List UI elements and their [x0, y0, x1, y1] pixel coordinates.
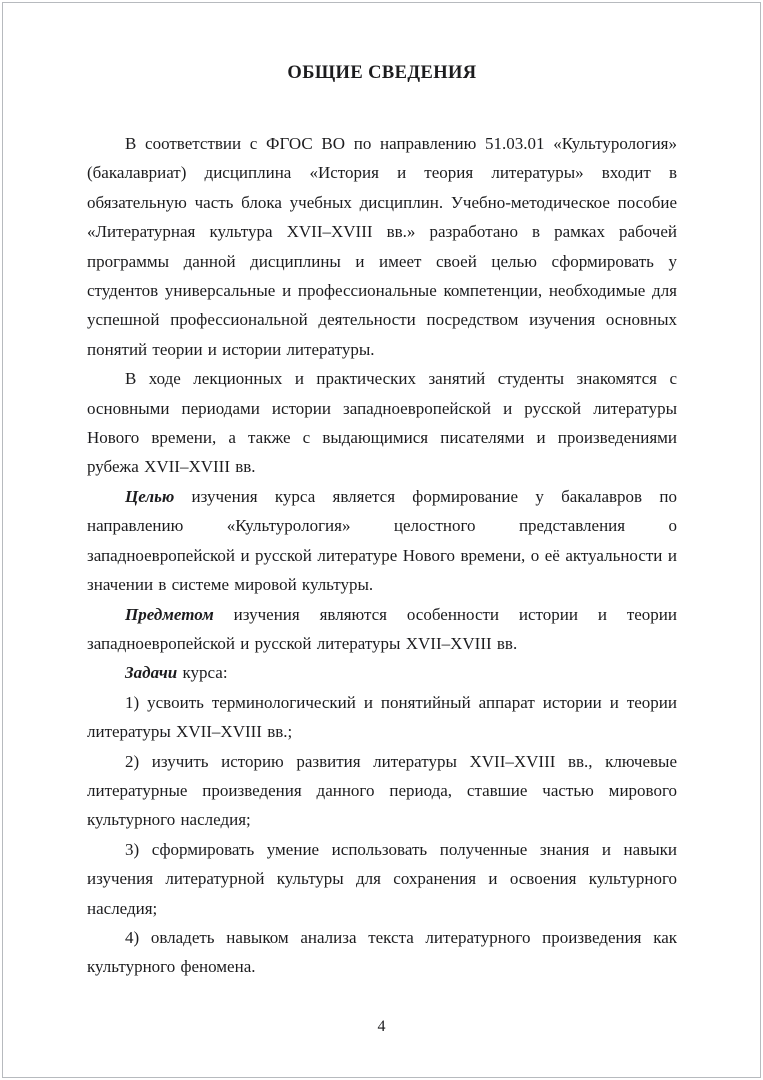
task-item-4: 4) овладеть навыком анализа текста литературного произведения как культурного феномена.	[87, 927, 677, 977]
paragraph-subject	[87, 600, 677, 659]
paragraph-goal-lead: Целью	[125, 486, 175, 506]
task-item-2: 2) изучить историю развития литературы XVII–XVIII вв., ключевые литературные произведения данного периода, ставшие частью мирового культурного наследия;	[87, 751, 677, 830]
document-title: ОБЩИЕ СВЕДЕНИЯ	[287, 63, 477, 83]
paragraph-subject-text: изучения являются особенности истории и теории западноевропейской и русской литературы XVII–XVIII вв.	[87, 604, 677, 653]
task-item-3: 3) сформировать умение использовать полученные знания и навыки изучения литературной культуры для сохранения и освоения культурного наследия;	[87, 839, 677, 918]
paragraph-intro: В соответствии с ФГОС ВО по направлению 51.03.01 «Культурология» (бакалавриат) дисциплина «История и теория литературы» входит в обязательную часть блока учебных дисциплин. Учебно-методическое пособие «Литературная культура XVII–XVIII вв.» разработано в рамках рабочей программы данной дисциплины и имеет своей целью сформировать у студентов универсальные и профессиональные компетенции, необходимые для успешной профессиональной деятельности посредством изучения основных понятий теории и истории литературы.	[87, 134, 677, 359]
paragraph-tasks-text: курса:	[177, 663, 228, 683]
paragraph-tasks-lead: Задачи	[125, 663, 178, 683]
task-item-1: 1) усвоить терминологический и понятийный аппарат истории и теории литературы XVII–XVIII вв.;	[87, 692, 677, 742]
paragraph-course-overview: В ходе лекционных и практических занятий студенты знакомятся с основными периодами истории западноевропейской и русской литературы Нового времени, а также с выдающимися писателями и произведениями рубежа XVII–XVIII вв.	[87, 369, 677, 477]
page-number: 4	[377, 1018, 386, 1035]
paragraph-tasks-heading	[87, 658, 677, 687]
paragraph-subject-lead: Предметом	[125, 604, 214, 624]
document-page	[87, 63, 677, 982]
paragraph-goal	[87, 482, 677, 600]
paragraph-goal-text: изучения курса является формирование у бакалавров по направлению «Культурология» целостного представления о западноевропейской и русской литературе Нового времени, о её актуальности и значении в системе мировой культуры.	[87, 486, 677, 595]
